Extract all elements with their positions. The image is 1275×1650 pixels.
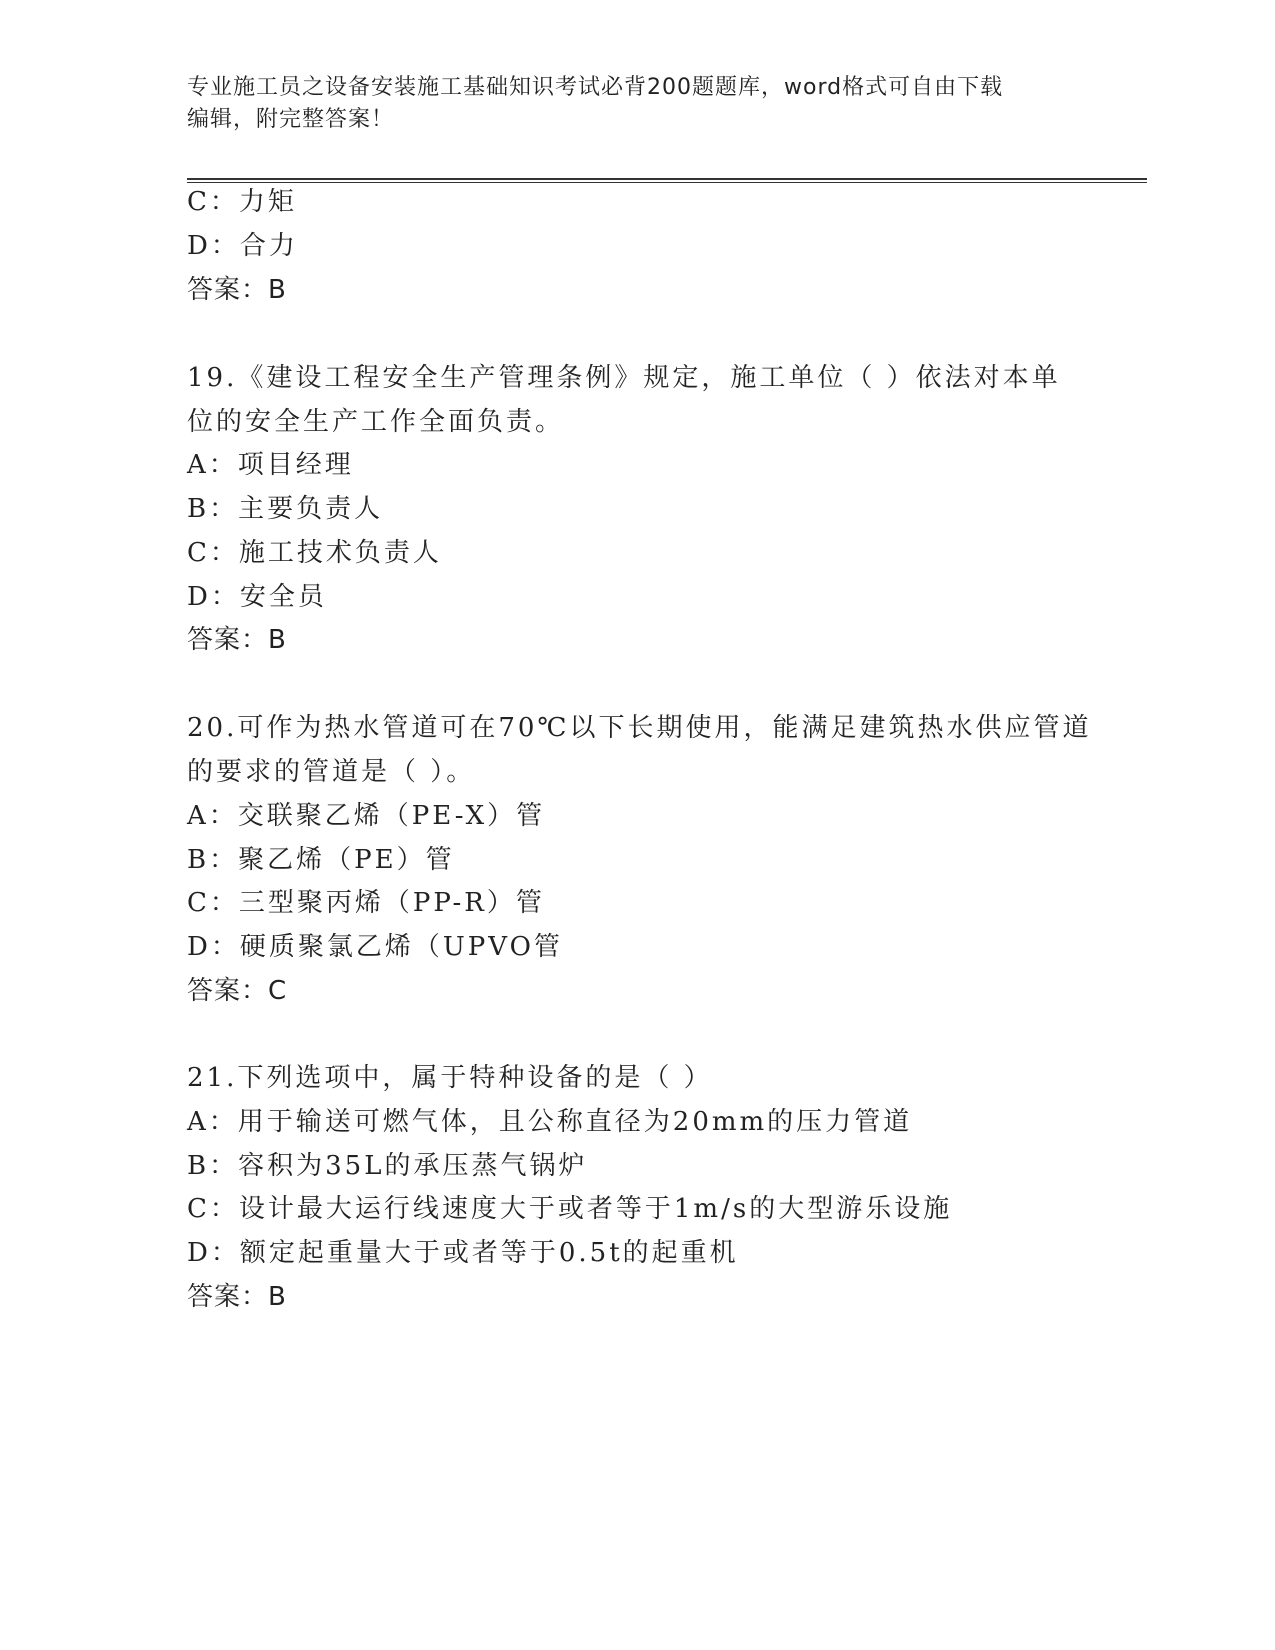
- q19-option-b: B：主要负责人: [187, 494, 384, 524]
- q20-stem-line-1: 20.可作为热水管道可在70℃以下长期使用，能满足建筑热水供应管道: [187, 713, 1092, 743]
- prev-option-c: C：力矩: [187, 187, 297, 217]
- q19-stem-line-1: 19.《建设工程安全生产管理条例》规定，施工单位（ ）依法对本单: [187, 363, 1061, 393]
- q19-stem-line-2: 位的安全生产工作全面负责。: [187, 407, 565, 437]
- q21-option-a: A：用于输送可燃气体，且公称直径为20mm的压力管道: [187, 1107, 913, 1137]
- q21-answer: 答案：B: [187, 1282, 287, 1312]
- prev-answer: 答案：B: [187, 275, 287, 305]
- q21-option-b: B：容积为35L的承压蒸气锅炉: [187, 1151, 588, 1181]
- q21-option-d: D：额定起重量大于或者等于0.5t的起重机: [187, 1238, 739, 1268]
- q19-option-a: A：项目经理: [187, 450, 354, 480]
- q19-answer: 答案：B: [187, 625, 287, 655]
- page-header: [187, 72, 1067, 136]
- prev-option-d: D：合力: [187, 231, 298, 261]
- q20-answer: 答案：C: [187, 976, 288, 1006]
- q20-stem-line-2: 的要求的管道是（ ）。: [187, 757, 476, 787]
- q20-option-b: B：聚乙烯（PE）管: [187, 845, 455, 875]
- q21-option-c: C：设计最大运行线速度大于或者等于1m/s的大型游乐设施: [187, 1194, 953, 1224]
- header-line-1: 专业施工员之设备安装施工基础知识考试必背200题题库，word格式可自由下载: [187, 75, 1004, 100]
- q19-option-d: D：安全员: [187, 582, 327, 612]
- q20-option-a: A：交联聚乙烯（PE-X）管: [187, 801, 546, 831]
- header-line-2: 编辑，附完整答案！: [187, 107, 395, 132]
- q20-option-c: C：三型聚丙烯（PP-R）管: [187, 888, 545, 918]
- header-divider: [187, 178, 1147, 183]
- q21-stem-line-1: 21.下列选项中，属于特种设备的是（ ）: [187, 1063, 713, 1093]
- q20-option-d: D：硬质聚氯乙烯（UPVO管: [187, 932, 563, 962]
- q19-option-c: C：施工技术负责人: [187, 538, 442, 568]
